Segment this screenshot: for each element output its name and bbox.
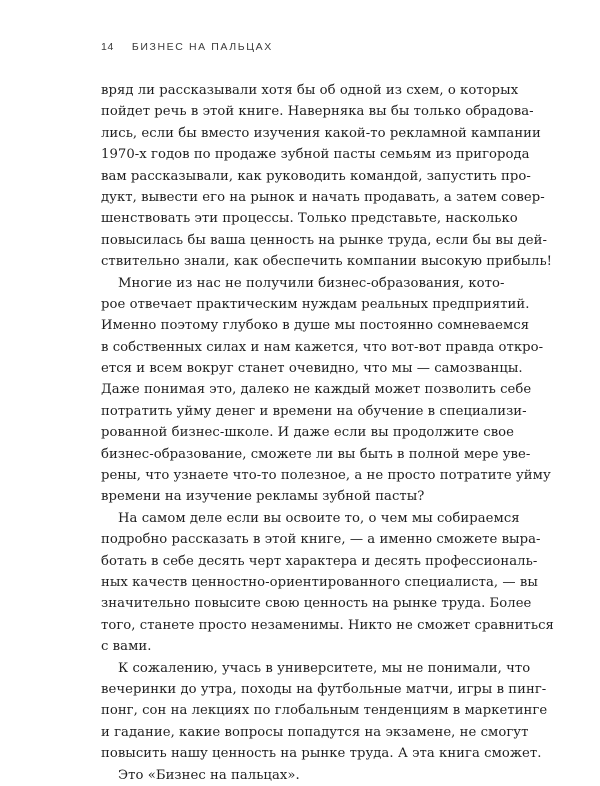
text-line: рованной бизнес-школе. И даже если вы продолжите свое [101, 425, 515, 441]
paragraph-2 [101, 273, 551, 508]
text-line: рены, что узнаете что-то полезное, а не просто потратите уйму [101, 468, 551, 484]
text-line: На самом деле если вы освоите то, о чем мы собираемся [118, 510, 520, 526]
running-title: БИЗНЕС НА ПАЛЬЦАХ [131, 41, 273, 53]
text-line: бизнес-образование, сможете ли вы быть в полной мере уве- [101, 446, 531, 462]
text-line: вряд ли рассказывали хотя бы об одной из схем, о которых [101, 83, 519, 98]
text-line: дукт, вывести его на рынок и начать продавать, а затем совер- [101, 189, 545, 205]
text-line: в собственных силах и нам кажется, что вот-вот правда откро- [101, 339, 544, 355]
paragraph-4 [101, 658, 548, 765]
text-line: Именно поэтому глубоко в душе мы постоянно сомневаемся [101, 318, 530, 334]
paragraph-3 [101, 508, 554, 658]
text-line: того, станете просто незаменимы. Никто не сможет сравниться [101, 617, 554, 633]
text-line: потратить уйму денег и времени на обучение в специализи- [101, 403, 527, 419]
text-line: повысить нашу ценность на рынке труда. А эта книга сможет. [101, 746, 542, 762]
text-line: вечеринки до утра, походы на футбольные матчи, игры в пинг- [101, 681, 547, 697]
text-line: с вами. [101, 639, 152, 655]
text-line: ных качеств ценностно-ориентированного специалиста, — вы [101, 574, 538, 590]
page-number: 14 [101, 41, 114, 53]
paragraph-1 [101, 80, 553, 273]
text-line: ботать в себе десять черт характера и десять профессиональ- [101, 553, 538, 569]
text-line: ствительно знали, как обеспечить компании высокую прибыль! [101, 254, 553, 270]
text-line: К сожалению, учась в университете, мы не понимали, что [118, 660, 531, 676]
text-line: рое отвечает практическим нуждам реальных предприятий. [101, 296, 530, 312]
text-line: 1970-х годов по продаже зубной пасты семьям из пригорода [101, 147, 530, 163]
running-header [101, 41, 273, 53]
text-line: Многие из нас не получили бизнес-образования, кото- [118, 275, 505, 291]
paragraph-5 [101, 765, 492, 786]
text-line: подробно рассказать в этой книге, — а именно сможете выра- [101, 532, 541, 548]
text-line: ется и всем вокруг станет очевидно, что мы — самозванцы. [101, 361, 523, 377]
text-line: лись, если бы вместо изучения какой-то рекламной кампании [101, 125, 541, 141]
text-line: повысилась бы ваша ценность на рынке труда, если бы вы дей- [101, 232, 547, 248]
text-line: понг, сон на лекциях по глобальным тенденциям в маркетинге [101, 703, 548, 719]
body-text [101, 80, 554, 786]
text-line: пойдет речь в этой книге. Наверняка вы бы только обрадова- [101, 104, 534, 120]
text-line: Даже понимая это, далеко не каждый может позволить себе [101, 382, 532, 398]
text-line: значительно повысите свою ценность на рынке труда. Более [101, 596, 532, 612]
text-line: и гадание, какие вопросы попадутся на экзамене, не смогут [101, 724, 529, 740]
text-line: времени на изучение рекламы зубной пасты? [101, 489, 425, 505]
text-line: шенствовать эти процессы. Только представьте, насколько [101, 211, 518, 227]
text-line: Это «Бизнес на пальцах». [118, 767, 300, 783]
text-line: вам рассказывали, как руководить командой, запустить про- [101, 168, 531, 184]
